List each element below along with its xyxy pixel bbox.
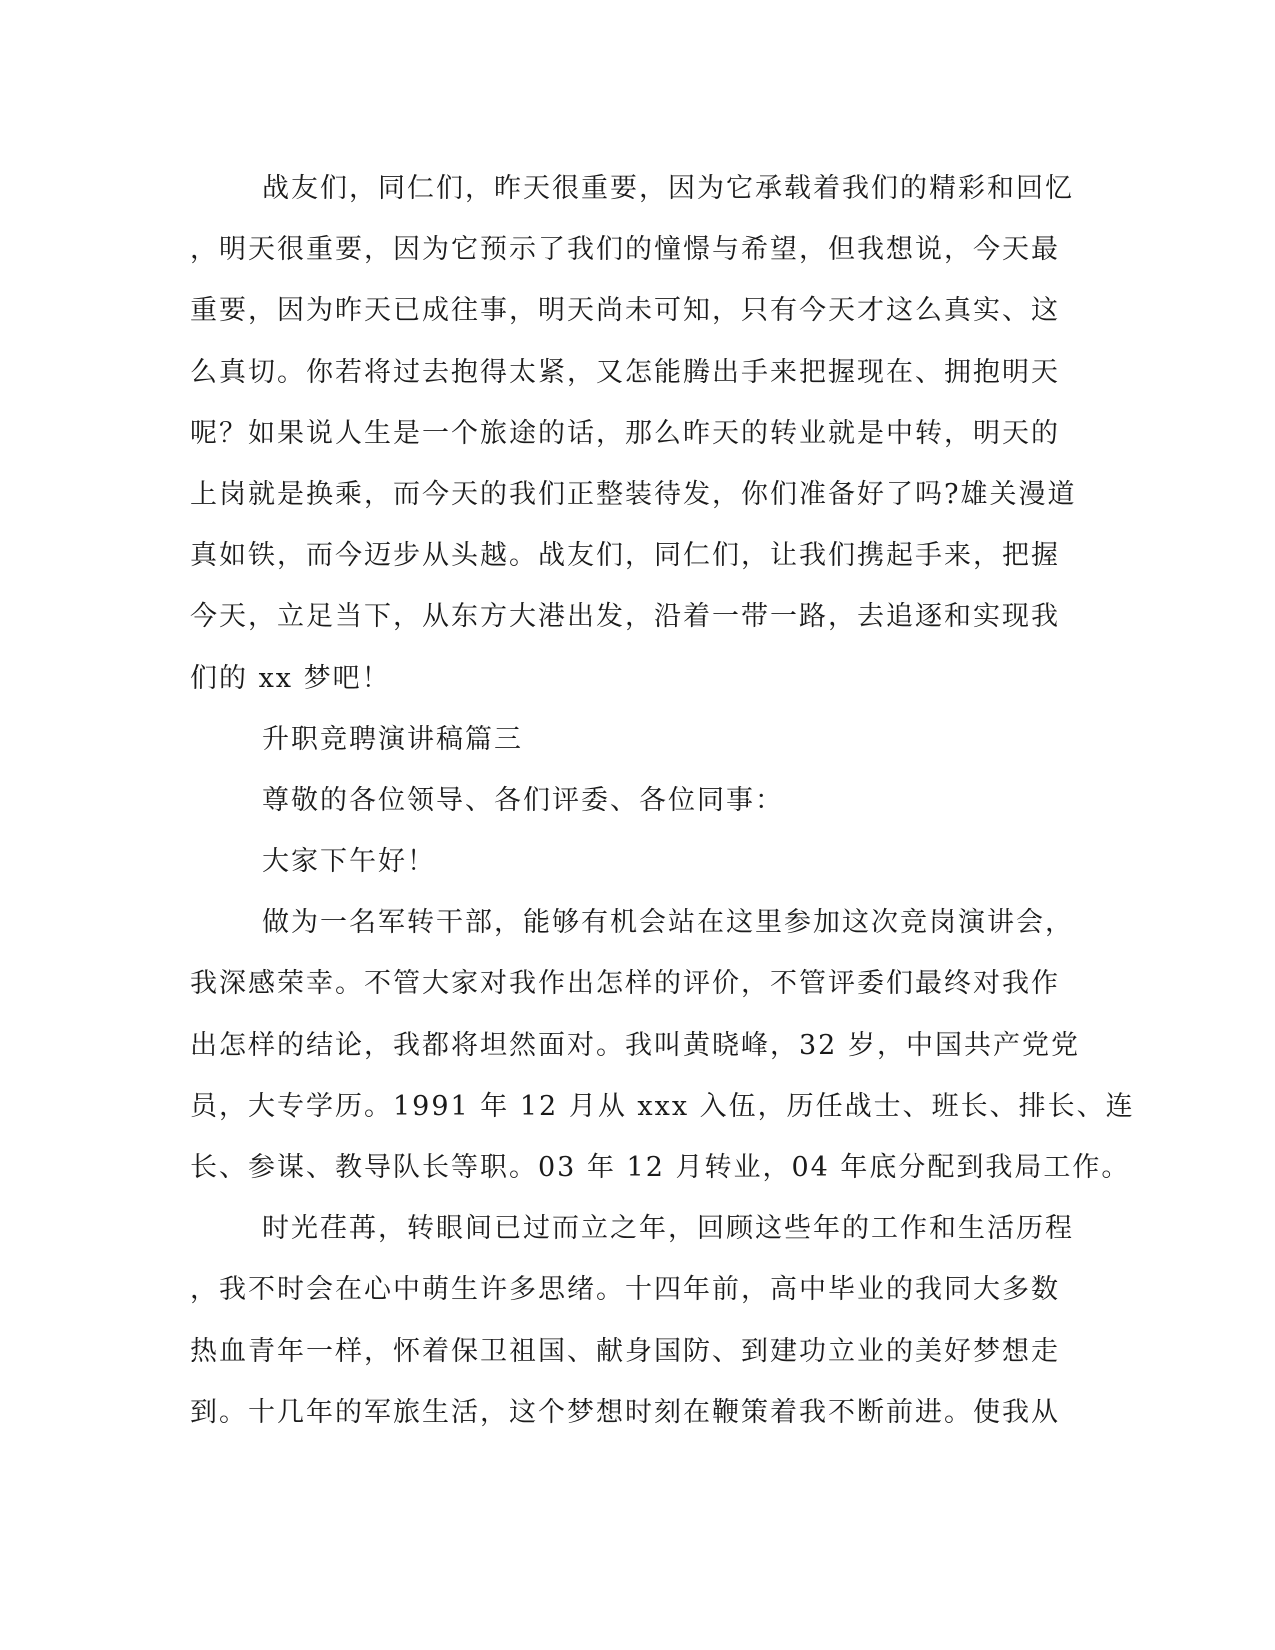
paragraph-line: 么真切。你若将过去抱得太紧，又怎能腾出手来把握现在、拥抱明天 [190,356,1060,388]
paragraph-line: ，明天很重要，因为它预示了我们的憧憬与希望，但我想说，今天最 [190,234,1060,266]
paragraph-line: 战友们，同仁们，昨天很重要，因为它承载着我们的精彩和回忆 [262,173,1074,204]
paragraph-line: 呢？如果说人生是一个旅途的话，那么昨天的转业就是中转，明天的 [190,417,1060,449]
paragraph-line: 出怎样的结论，我都将坦然面对。我叫黄晓峰，32 岁，中国共产党党 [190,1029,1080,1061]
paragraph-line: 上岗就是换乘，而今天的我们正整装待发，你们准备好了吗?雄关漫道 [190,478,1077,510]
paragraph-line: 真如铁，而今迈步从头越。战友们，同仁们，让我们携起手来，把握 [190,540,1060,572]
paragraph-line: 时光荏苒，转眼间已过而立之年，回顾这些年的工作和生活历程 [262,1213,1074,1245]
paragraph-line: ，我不时会在心中萌生许多思绪。十四年前，高中毕业的我同大多数 [190,1274,1060,1306]
paragraph-line: 今天，立足当下，从东方大港出发，沿着一带一路，去追逐和实现我 [190,601,1060,633]
paragraph-line: 我深感荣幸。不管大家对我作出怎样的评价，不管评委们最终对我作 [190,968,1060,1000]
section-heading: 升职竞聘演讲稿篇三 [262,723,523,755]
paragraph-line: 到。十几年的军旅生活，这个梦想时刻在鞭策着我不断前进。使我从 [190,1396,1060,1428]
document-body [190,158,1135,1443]
paragraph-line: 热血青年一样，怀着保卫祖国、献身国防、到建功立业的美好梦想走 [190,1335,1060,1367]
paragraph-line: 长、参谋、教导队长等职。03 年 12 月转业，04 年底分配到我局工作。 [190,1152,1131,1183]
paragraph-line: 重要，因为昨天已成往事，明天尚未可知，只有今天才这么真实、这 [190,295,1060,327]
paragraph-line: 们的 xx 梦吧！ [190,662,391,694]
paragraph-line: 员，大专学历。1991 年 12 月从 xxx 入伍，历任战士、班长、排长、连 [190,1090,1135,1122]
greeting: 大家下午好！ [262,846,436,878]
salutation: 尊敬的各位领导、各们评委、各位同事： [262,784,784,816]
paragraph-line: 做为一名军转干部，能够有机会站在这里参加这次竞岗演讲会， [262,907,1074,939]
